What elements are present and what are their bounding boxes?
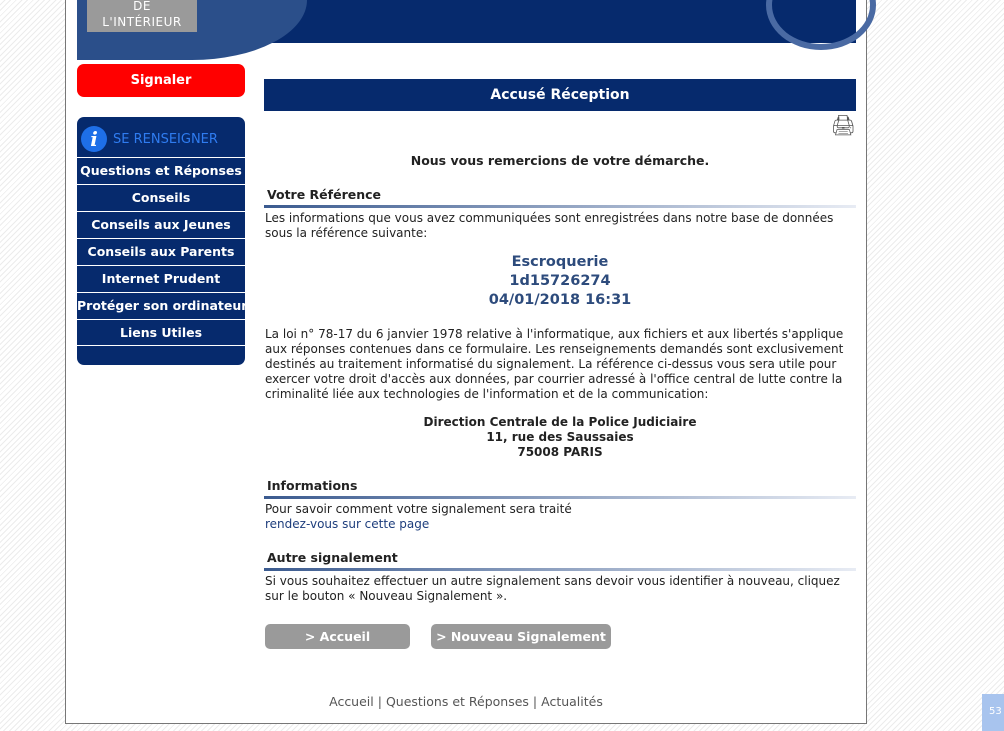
reference-type: Escroquerie	[511, 254, 609, 270]
footer-separator: |	[377, 694, 382, 709]
informations-link[interactable]: rendez-vous sur cette page	[265, 517, 430, 531]
header-banner	[77, 0, 856, 44]
sidebar-item-liens[interactable]: Liens Utiles	[77, 319, 245, 346]
info-menu	[77, 117, 248, 365]
floating-badge[interactable]	[982, 694, 1004, 731]
ministry-logo[interactable]	[87, 0, 197, 32]
sidebar-item-parents[interactable]: Conseils aux Parents	[77, 238, 245, 265]
section-heading-autre: Autre signalement	[264, 550, 856, 571]
info-menu-header	[77, 121, 245, 157]
reference-block	[264, 253, 856, 310]
footer-link-actualites[interactable]: Actualités	[541, 694, 603, 709]
info-menu-title: SE RENSEIGNER	[113, 131, 218, 147]
section-heading-reference: Votre Référence	[264, 187, 856, 208]
accueil-button[interactable]: > Accueil	[265, 624, 410, 649]
footer-link-accueil[interactable]: Accueil	[329, 694, 374, 709]
sidebar-item-internet-prudent[interactable]: Internet Prudent	[77, 265, 245, 292]
signaler-button[interactable]: Signaler	[77, 64, 245, 97]
footer	[66, 694, 866, 710]
main-content	[264, 79, 856, 710]
footer-separator: |	[532, 694, 538, 709]
logo-line: DE	[133, 0, 151, 13]
sidebar-item-questions[interactable]: Questions et Réponses	[77, 157, 245, 184]
logo-line: L'INTÉRIEUR	[102, 15, 182, 29]
reference-text: Les informations que vous avez communiquées sont enregistrées dans notre base de données sous la référence suivante:	[265, 211, 834, 240]
footer-link-questions[interactable]: Questions et Réponses	[385, 694, 529, 709]
page-container	[65, 0, 867, 724]
section-heading-informations: Informations	[264, 478, 856, 499]
sidebar-item-jeunes[interactable]: Conseils aux Jeunes	[77, 211, 245, 238]
autre-text: Si vous souhaitez effectuer un autre signalement sans devoir vous identifier à nouveau, cliquez sur le bouton « Nouveau Signalement ».	[265, 574, 840, 603]
reference-id: 1d15726274	[509, 273, 611, 289]
action-buttons	[264, 624, 856, 649]
thanks-message: Nous vous remercions de votre démarche.	[410, 153, 710, 168]
address-line: 75008 PARIS	[517, 445, 603, 459]
sidebar-item-proteger[interactable]: Protéger son ordinateur	[77, 292, 245, 319]
nouveau-signalement-button[interactable]: > Nouveau Signalement	[431, 624, 611, 649]
page-title: Accusé Réception	[264, 79, 856, 111]
informations-text	[264, 499, 856, 532]
globe-icon	[766, 0, 876, 50]
reference-date: 04/01/2018 16:31	[488, 292, 632, 308]
informations-label: Pour savoir comment votre signalement sera traité	[265, 502, 572, 516]
address-line: 11, rue des Saussaies	[486, 430, 634, 444]
law-text: La loi n° 78-17 du 6 janvier 1978 relative à l'informatique, aux fichiers et aux libertés s'applique aux réponses contenues dans ce formulaire. Les renseignements demandés sont exclusivement destinés au traitement informatisé du signalement. La référence ci-dessus vous sera utile pour exercer votre droit d'accès aux données, par courrier adressé à l'office central de lutte contre la criminalité liée aux technologies de l'information et de la communication:	[265, 327, 844, 401]
sidebar-item-conseils[interactable]: Conseils	[77, 184, 245, 211]
printer-icon[interactable]: 🖨	[830, 113, 856, 137]
info-icon: i	[81, 126, 107, 152]
address-block	[264, 415, 856, 460]
address-line: Direction Centrale de la Police Judiciaire	[423, 415, 697, 429]
badge-count: 53	[989, 706, 1002, 717]
